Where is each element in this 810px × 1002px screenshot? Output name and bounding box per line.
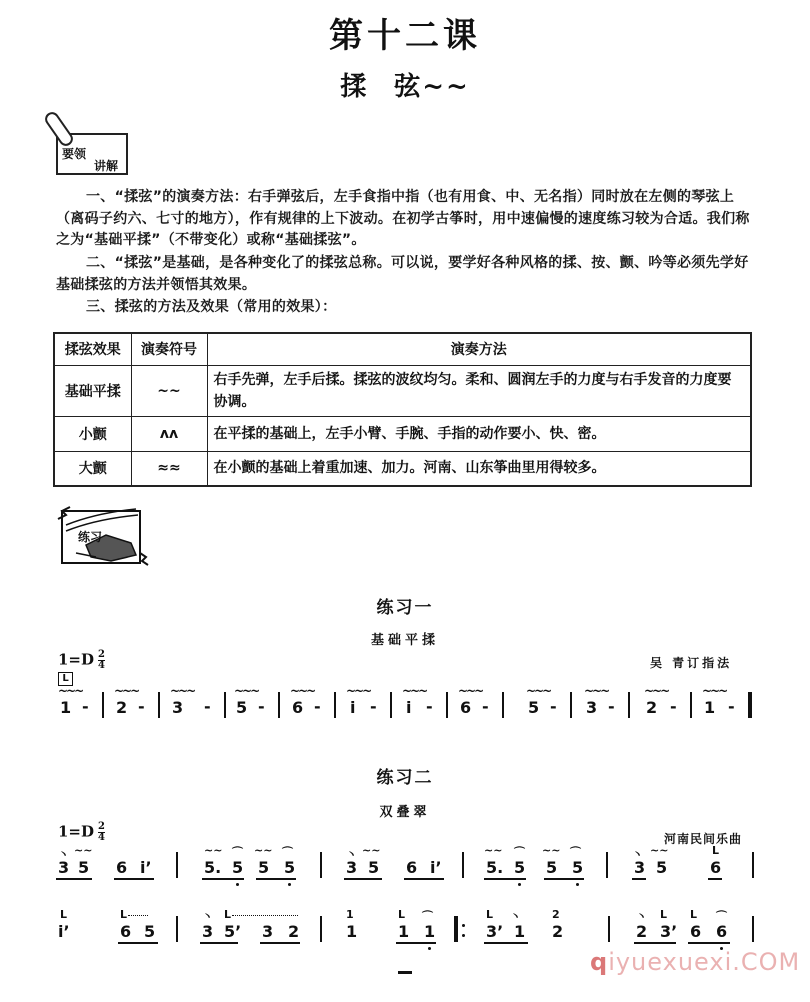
beam [202,878,244,880]
note: 5 [656,858,668,877]
table-header-row [54,333,751,365]
barline [176,916,178,942]
note: 6 [120,922,132,941]
key-label: 1=D [58,822,95,841]
exercise2-credit: 河南民间乐曲 [664,832,743,846]
time-denominator: 4 [98,660,105,671]
site-watermark [590,948,800,976]
dash: - [82,697,89,716]
exercise2-title: 练习二 [376,768,434,788]
beam [634,942,676,944]
plucking-mark: 丶 [58,848,69,861]
dash: - [550,697,557,716]
vibrato-mark: ~~ [74,844,93,857]
vibrato-mark: ~~~ [58,684,83,698]
row-symbol: ≈≈ [131,451,207,486]
note: 2 [288,922,300,941]
time-numerator: 2 [98,821,105,832]
dash: - [482,697,489,716]
note: 2 [116,698,128,717]
note: 5. [204,858,222,877]
beam [56,878,92,880]
watermark-logo: q [590,948,609,976]
dotted-extension [232,915,298,916]
note: 3 [172,698,184,717]
note: 2 [636,922,648,941]
dash: - [258,697,265,716]
table-row [54,365,751,416]
dash: - [426,697,433,716]
vibrato-mark: ~~~ [170,684,195,698]
stroke-mark: 1 [346,908,354,921]
hook-mark: L [120,908,128,921]
note: 3 [202,922,214,941]
barline [176,852,178,878]
lesson-subtitle [0,66,810,103]
note: 5 [546,858,558,877]
note: 5 [514,858,526,877]
hook-mark: L [712,844,720,857]
note: i [406,698,412,717]
note: 6 [292,698,304,717]
note: 5 [144,922,156,941]
watermark-text: iyuexuexi.COM [608,948,801,976]
note: 5 [528,698,540,717]
low-octave-dot [236,883,239,886]
barline [390,692,392,718]
beam [688,942,730,944]
barline [608,916,610,942]
table-row [54,416,751,451]
dash: - [608,697,615,716]
vibrato-mark: ~~~ [346,684,371,698]
barline [320,852,322,878]
row-method: 右手先弹，左手后揉。揉弦的波纹均匀。柔和、圆润左手的力度与右手发音的力度要协调。 [207,365,751,416]
vibrato-mark: ~~ [362,844,381,857]
barline [690,692,692,718]
barline [446,692,448,718]
note: 5 [368,858,380,877]
paragraph-1 [56,187,754,252]
row-effect: 大颤 [54,451,131,486]
paragraph-1-text: 一、“揉弦”的演奏方法：右手弹弦后，左手食指中指（也有用食、中、无名指）同时放在左侧的琴弦上（离码子约六、七寸的地方），作有规律的上下波动。在初学古筝时，用中速偏慢的速度练习较为合适。我们称之为“基础平揉”（不带变化）或称“基础揉弦”。 [56,189,750,248]
beam [344,878,382,880]
header-symbol: 演奏符号 [131,333,207,365]
vibrato-mark: ~~ [484,844,503,857]
beam [708,878,722,880]
beam [200,942,238,944]
note: 5’ [224,922,242,941]
final-barline [748,692,752,718]
vibrato-mark: ~~ [204,844,223,857]
arc-mark: ⌒ [570,846,581,859]
beam [404,878,444,880]
arc-mark: ⌒ [514,846,525,859]
vibrato-effects-table [53,332,752,487]
note: 6 [716,922,728,941]
exercise2-staff-line1 [56,844,756,882]
row-effect: 基础平揉 [54,365,131,416]
barline [320,916,322,942]
left-hand-mark: L [58,672,73,686]
paragraph-3 [56,297,754,319]
note: 3’ [486,922,504,941]
note: 3’ [660,922,678,941]
note: 1 [398,922,410,941]
paragraph-3-text: 三、揉弦的方法及效果（常用的效果）： [86,299,337,315]
note: 3 [586,698,598,717]
hook-mark: L [60,908,68,921]
beam [118,942,158,944]
barline [278,692,280,718]
dash: - [204,697,211,716]
hook-mark: L [660,908,668,921]
low-octave-dot [518,883,521,886]
exercise1-credit: 吴 青订指法 [650,656,733,670]
row-method: 在平揉的基础上，左手小臂、手腕、手指的动作要小、快、密。 [207,416,751,451]
plucking-mark: 丶 [346,848,357,861]
note: 5 [258,858,270,877]
barline [158,692,160,718]
vibrato-mark: ~~~ [234,684,259,698]
arc-mark: ⌒ [422,910,433,923]
dotted-extension [128,915,148,916]
vibrato-mark: ~~~ [584,684,609,698]
note: i [350,698,356,717]
time-denominator: 4 [98,832,105,843]
barline [752,916,754,942]
plucking-mark: 丶 [636,910,647,923]
paragraph-2 [56,253,754,296]
vibrato-mark: ~~~ [526,684,551,698]
beam [484,942,528,944]
low-octave-dot [288,883,291,886]
note: 5 [572,858,584,877]
note: 1 [60,698,72,717]
note: 5 [236,698,248,717]
exercise1-title: 练习一 [376,598,434,618]
vibrato-mark: ~~ [254,844,273,857]
note: 3 [262,922,274,941]
plucking-mark: 丶 [202,910,213,923]
header-effect: 揉弦效果 [54,333,131,365]
row-symbol: ʌʌ [131,416,207,451]
dash: - [314,697,321,716]
key-label: 1=D [58,650,95,669]
arc-mark: ⌒ [716,910,727,923]
badge-label-2: 讲解 [94,159,119,173]
exercise1-subtitle: 基础平揉 [370,633,439,648]
subtitle-char-1: 揉 [340,72,369,102]
hook-mark: L [486,908,494,921]
vibrato-mark: ~~~ [114,684,139,698]
barline [752,852,754,878]
dash: - [670,697,677,716]
note: i’ [58,922,70,941]
low-octave-dot [428,947,431,950]
beam [632,878,646,880]
barline [224,692,226,718]
hook-mark: L [224,908,232,921]
barline [334,692,336,718]
stroke-mark: 2 [552,908,560,921]
barline [102,692,104,718]
low-octave-dot [576,883,579,886]
hook-mark: L [398,908,406,921]
dash: - [370,697,377,716]
note: 5 [232,858,244,877]
note: 5. [486,858,504,877]
beam [114,878,154,880]
barline [628,692,630,718]
exercise2-staff-line2 [56,908,756,946]
note: 6 [710,858,722,877]
table-row [54,451,751,486]
barline [606,852,608,878]
plucking-mark: 丶 [510,910,521,923]
arc-mark: ⌒ [282,846,293,859]
barline [462,852,464,878]
badge-label-1: 要领 [62,147,87,161]
note: 3 [58,858,70,877]
note: 1 [346,922,358,941]
hook-mark: L [690,908,698,921]
dash: - [728,697,735,716]
vibrato-mark: ~~~ [702,684,727,698]
note: 6 [116,858,128,877]
row-symbol: ~~ [131,365,207,416]
vibrato-mark: ~~~ [290,684,315,698]
vibrato-mark: ~~~ [644,684,669,698]
note: 1 [424,922,436,941]
note: 6 [690,922,702,941]
barline [570,692,572,718]
time-signature [98,650,105,671]
note: 5 [284,858,296,877]
subtitle-char-2: 弦~~ [394,72,470,102]
repeat-dot [462,924,465,927]
note: 3 [346,858,358,877]
paragraph-2-text: 二、“揉弦”是基础，是各种变化了的揉弦总称。可以说，要学好各种风格的揉、按、颤、吟等必须先学好基础揉弦的方法并领悟其效果。 [56,255,749,293]
exercise1-staff [56,684,756,722]
beam [544,878,584,880]
repeat-dot [462,934,465,937]
note: 6 [460,698,472,717]
note: i’ [430,858,442,877]
exercise2-subtitle: 双叠翠 [379,805,431,820]
time-numerator: 2 [98,649,105,660]
page-fragment-mark [398,971,412,974]
arc-mark: ⌒ [232,846,243,859]
vibrato-mark: ~~~ [402,684,427,698]
header-method: 演奏方法 [207,333,751,365]
dash: - [138,697,145,716]
beam [260,942,300,944]
svg-text:练习: 练习 [78,530,103,544]
time-signature [98,822,105,843]
practice-illustration-icon [56,505,151,570]
beam [396,942,436,944]
note: 2 [552,922,564,941]
lesson-title: 第十二课 [329,16,481,56]
plucking-mark: 丶 [632,848,643,861]
row-method: 在小颤的基础上着重加速、加力。河南、山东筝曲里用得较多。 [207,451,751,486]
vibrato-mark: ~~ [650,844,669,857]
vibrato-mark: ~~ [542,844,561,857]
note: 3 [634,858,646,877]
note: 6 [406,858,418,877]
row-effect: 小颤 [54,416,131,451]
beam [256,878,296,880]
exercise1-key-signature [58,650,105,671]
note: 5 [78,858,90,877]
note: i’ [140,858,152,877]
note: 2 [646,698,658,717]
note: 1 [514,922,526,941]
vibrato-mark: ~~~ [458,684,483,698]
note: 1 [704,698,716,717]
barline [502,692,504,718]
exercise2-key-signature [58,822,105,843]
beam [484,878,526,880]
repeat-start-barline [454,916,458,942]
